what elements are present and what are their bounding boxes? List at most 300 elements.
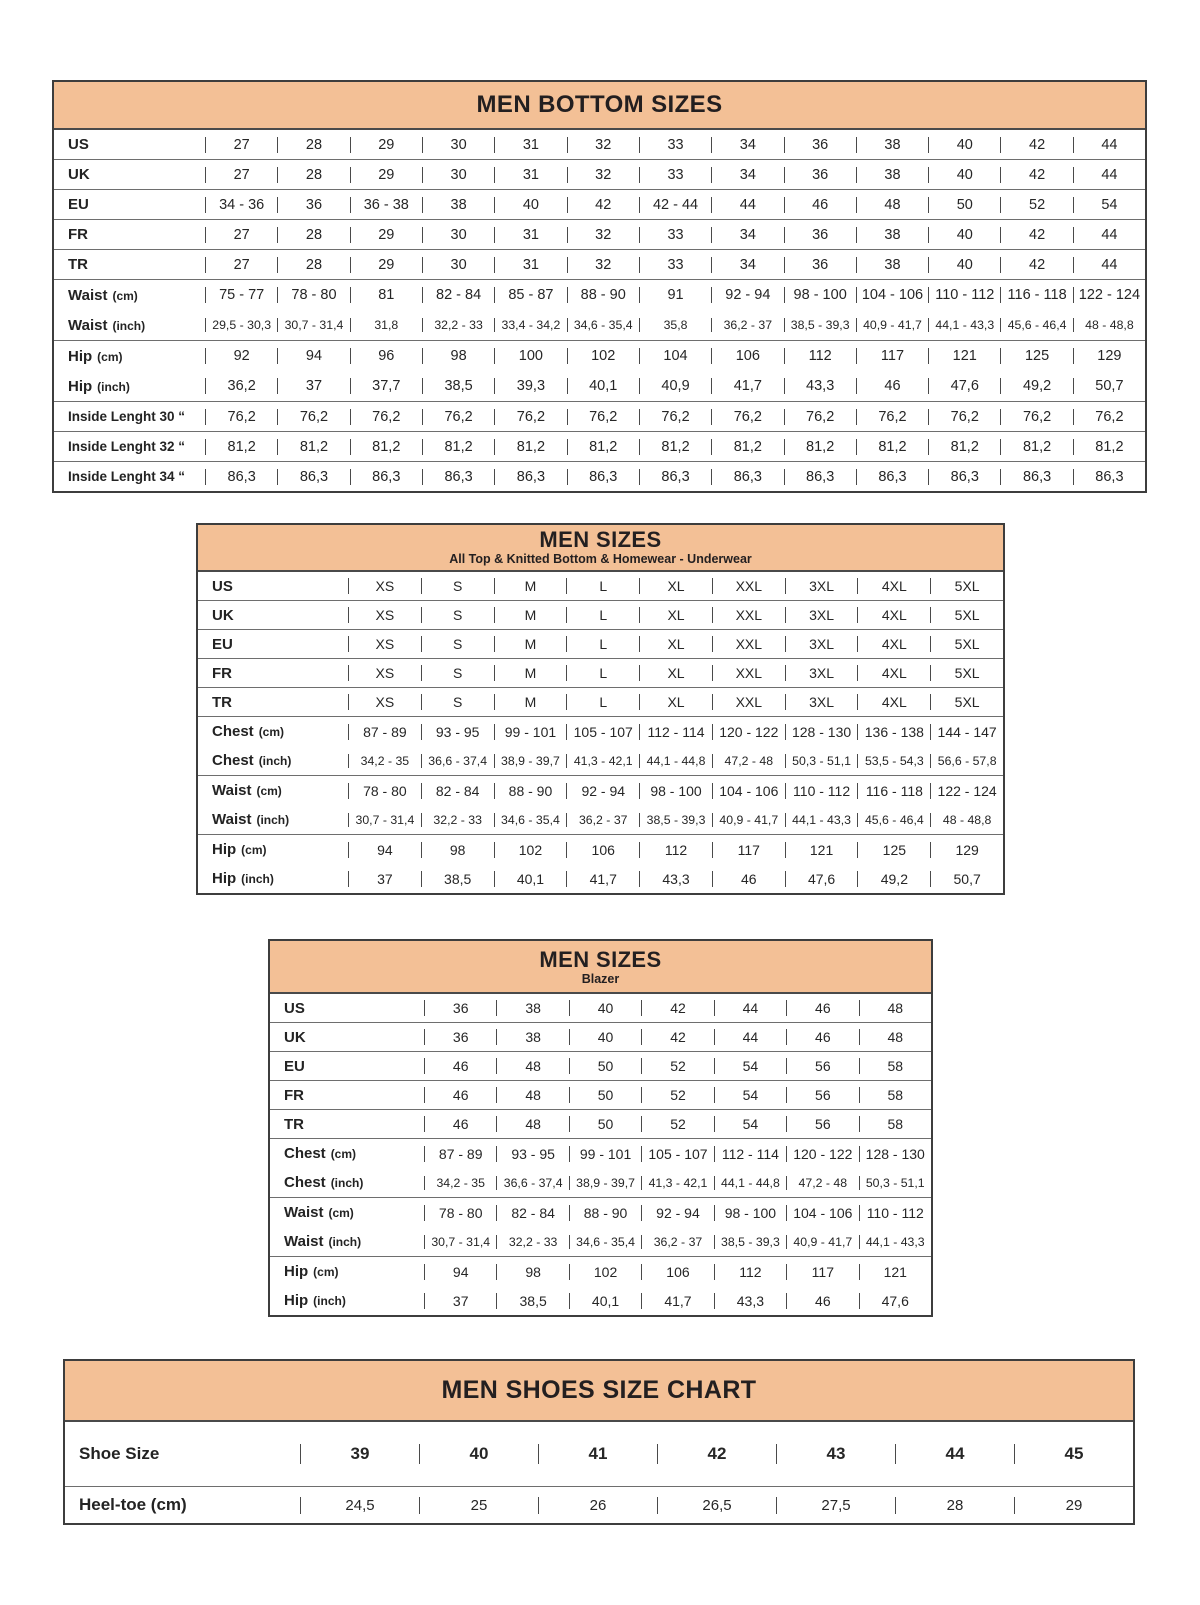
row-label-text: Waist: [212, 782, 252, 799]
table-cell: 50,7: [1073, 378, 1145, 394]
table-body: [270, 994, 931, 1315]
table-cell: 58: [859, 1058, 931, 1074]
table-cell: 76,2: [494, 409, 566, 425]
table-cell: 87 - 89: [348, 724, 421, 740]
table-cell: 44,1 - 44,8: [714, 1176, 786, 1190]
table-cell: 27: [205, 167, 277, 183]
table-cell: 91: [639, 287, 711, 303]
row-label: [198, 782, 348, 799]
table-cell: XS: [348, 578, 421, 594]
table-cell: 36: [784, 167, 856, 183]
table-cell: 37: [277, 378, 349, 394]
table-cell: 76,2: [856, 409, 928, 425]
row-group: [198, 629, 1003, 658]
table-cell: 5XL: [930, 607, 1003, 623]
row-label-text: Chest: [284, 1145, 326, 1162]
table-cell: 86,3: [856, 469, 928, 485]
table-row: [65, 1487, 1133, 1523]
table-cell: 45: [1014, 1444, 1133, 1464]
row-group: [54, 461, 1145, 491]
row-group: [65, 1422, 1133, 1486]
table-cell: 56: [786, 1058, 858, 1074]
table-row: [54, 462, 1145, 491]
table-cell: 76,2: [1000, 409, 1072, 425]
table-body: [198, 572, 1003, 893]
table-cell: 85 - 87: [494, 287, 566, 303]
row-label-unit: (cm): [241, 843, 267, 857]
table-cell: 36: [424, 1000, 496, 1016]
table-cell: 27,5: [776, 1497, 895, 1514]
table-cell: XS: [348, 636, 421, 652]
row-label: [198, 752, 348, 769]
table-cell: 102: [569, 1264, 641, 1280]
table-cell: 32: [567, 137, 639, 153]
table-cell: 125: [1000, 348, 1072, 364]
table-cell: 42: [1000, 257, 1072, 273]
table-cell: L: [566, 694, 639, 710]
table-cell: 36,2 - 37: [566, 813, 639, 827]
table-cell: 40,1: [567, 378, 639, 394]
row-label: [270, 1263, 424, 1280]
row-label-unit: (inch): [328, 1235, 362, 1249]
row-label-unit: (cm): [258, 725, 285, 739]
row-label-unit: (cm): [256, 784, 282, 798]
table-row: [198, 746, 1003, 775]
row-label-text: US: [284, 999, 305, 1017]
table-cell: 29: [350, 227, 422, 243]
table-cell: 76,2: [350, 409, 422, 425]
table-cell: 42: [641, 1029, 713, 1045]
table-cell: 50,3 - 51,1: [785, 754, 858, 768]
table-cell: 98 - 100: [639, 783, 712, 799]
table-cell: S: [421, 578, 494, 594]
table-cell: 78 - 80: [348, 783, 421, 799]
table-cell: 120 - 122: [786, 1146, 858, 1162]
table-cell: 42: [1000, 167, 1072, 183]
table-cell: S: [421, 636, 494, 652]
table-cell: 48: [859, 1029, 931, 1045]
table-cell: 4XL: [857, 607, 930, 623]
table-cell: 25: [419, 1497, 538, 1514]
table-cell: 30: [422, 257, 494, 273]
table-cell: 37,7: [350, 378, 422, 394]
table-cell: 48 - 48,8: [930, 813, 1003, 827]
table-cell: 43: [776, 1444, 895, 1464]
table-cell: 110 - 112: [859, 1205, 931, 1221]
table-cell: 86,3: [711, 469, 783, 485]
table-header: [198, 525, 1003, 572]
table-cell: 44: [711, 197, 783, 213]
table-cell: 76,2: [928, 409, 1000, 425]
table-cell: 40,1: [569, 1293, 641, 1309]
row-group: [54, 279, 1145, 340]
table-cell: 3XL: [785, 607, 858, 623]
table-cell: 38,5 - 39,3: [714, 1235, 786, 1249]
row-label: [198, 607, 348, 624]
table-cell: 104: [639, 348, 711, 364]
table-cell: 98 - 100: [784, 287, 856, 303]
table-cell: 36: [277, 197, 349, 213]
table-cell: 38: [856, 227, 928, 243]
table-cell: 129: [1073, 348, 1145, 364]
table-cell: 98: [421, 842, 494, 858]
table-cell: 40,1: [494, 871, 567, 887]
table-cell: 36,2: [205, 378, 277, 394]
table-cell: 42: [641, 1000, 713, 1016]
table-cell: 112: [714, 1264, 786, 1280]
table-cell: 50: [569, 1087, 641, 1103]
row-label-text: Chest: [212, 752, 254, 769]
table-cell: 43,3: [784, 378, 856, 394]
table-cell: L: [566, 665, 639, 681]
table-cell: 53,5 - 54,3: [857, 754, 930, 768]
table-cell: 41,3 - 42,1: [566, 754, 639, 768]
table-cell: 5XL: [930, 694, 1003, 710]
row-label-text: UK: [212, 606, 234, 624]
table-cell: 36,6 - 37,4: [421, 754, 494, 768]
table-cell: 92 - 94: [566, 783, 639, 799]
table-cell: 76,2: [1073, 409, 1145, 425]
row-label-unit: (cm): [112, 288, 138, 303]
row-group: [270, 1256, 931, 1315]
table-row: [270, 1110, 931, 1138]
table-cell: 3XL: [785, 665, 858, 681]
row-label-unit: (inch): [97, 379, 130, 394]
table-cell: 121: [785, 842, 858, 858]
men-shoes-size-chart-table: [63, 1359, 1135, 1525]
table-cell: 102: [567, 348, 639, 364]
table-row: [54, 220, 1145, 249]
table-cell: 32: [567, 227, 639, 243]
table-cell: 92: [205, 348, 277, 364]
table-cell: 100: [494, 348, 566, 364]
row-label: [54, 287, 205, 304]
table-cell: 47,2 - 48: [712, 754, 785, 768]
table-cell: 81,2: [205, 439, 277, 455]
table-cell: 40,9 - 41,7: [786, 1235, 858, 1249]
row-group: [54, 219, 1145, 249]
table-row: [270, 994, 931, 1022]
table-cell: 44: [1073, 227, 1145, 243]
table-cell: 76,2: [784, 409, 856, 425]
row-label-text: Hip: [212, 841, 237, 858]
table-cell: 41,7: [711, 378, 783, 394]
row-label-text: Chest: [212, 723, 254, 740]
table-cell: 44: [714, 1029, 786, 1045]
table-cell: 50,7: [930, 871, 1003, 887]
table-cell: 38,5: [496, 1293, 568, 1309]
table-cell: 128 - 130: [785, 724, 858, 740]
row-label-text: TR: [68, 256, 88, 273]
table-cell: 34: [711, 137, 783, 153]
table-cell: 24,5: [300, 1497, 419, 1514]
table-cell: 52: [641, 1058, 713, 1074]
table-cell: 81,2: [494, 439, 566, 455]
row-label-text: Hip: [68, 377, 93, 395]
table-cell: 81,2: [567, 439, 639, 455]
table-cell: 32: [567, 167, 639, 183]
table-cell: 34,2 - 35: [424, 1176, 496, 1190]
row-label: [54, 439, 205, 454]
table-cell: 50: [569, 1116, 641, 1132]
table-cell: 41: [538, 1444, 657, 1464]
table-row: [54, 130, 1145, 159]
table-cell: M: [494, 694, 567, 710]
table-cell: 35,8: [639, 318, 711, 332]
table-row: [198, 601, 1003, 629]
table-cell: S: [421, 694, 494, 710]
men-sizes-tops-table: [196, 523, 1005, 895]
table-cell: 29: [350, 167, 422, 183]
table-cell: 27: [205, 257, 277, 273]
table-cell: 129: [930, 842, 1003, 858]
table-cell: 76,2: [205, 409, 277, 425]
table-cell: 110 - 112: [928, 287, 1000, 303]
table-cell: 56: [786, 1116, 858, 1132]
table-cell: 50: [569, 1058, 641, 1074]
row-label-text: UK: [284, 1028, 306, 1046]
table-cell: 37: [424, 1293, 496, 1309]
table-cell: 106: [641, 1264, 713, 1280]
row-label-text: Shoe Size: [79, 1444, 160, 1463]
row-label: [54, 378, 205, 395]
table-cell: 31: [494, 257, 566, 273]
row-label: [270, 1174, 424, 1191]
table-cell: 81,2: [422, 439, 494, 455]
row-group: [54, 401, 1145, 431]
row-label-unit: (inch): [241, 872, 274, 886]
table-cell: 121: [928, 348, 1000, 364]
row-label: [198, 811, 348, 828]
table-cell: 47,6: [785, 871, 858, 887]
table-cell: 40: [419, 1444, 538, 1464]
row-group: [54, 130, 1145, 159]
table-cell: XL: [639, 578, 712, 594]
row-label: [270, 1145, 424, 1162]
table-cell: 54: [714, 1116, 786, 1132]
table-cell: M: [494, 578, 567, 594]
row-label: [270, 1292, 424, 1309]
table-cell: 33: [639, 227, 711, 243]
table-cell: 104 - 106: [786, 1205, 858, 1221]
table-cell: 112 - 114: [639, 724, 712, 740]
table-cell: 96: [350, 348, 422, 364]
table-cell: 29,5 - 30,3: [205, 318, 277, 332]
table-cell: 44,1 - 43,3: [859, 1235, 931, 1249]
table-cell: 88 - 90: [567, 287, 639, 303]
table-cell: 58: [859, 1087, 931, 1103]
table-cell: 86,3: [422, 469, 494, 485]
table-cell: S: [421, 607, 494, 623]
table-cell: 38: [496, 1000, 568, 1016]
row-label-text: Chest: [284, 1174, 326, 1191]
table-cell: XXL: [712, 636, 785, 652]
row-label-unit: (inch): [330, 1176, 364, 1190]
table-cell: 136 - 138: [857, 724, 930, 740]
table-title: MEN SIZES: [539, 946, 662, 972]
table-cell: 38,9 - 39,7: [569, 1176, 641, 1190]
row-label-unit: (cm): [328, 1206, 354, 1220]
table-cell: 116 - 118: [857, 783, 930, 799]
table-cell: 38: [856, 167, 928, 183]
row-label: [54, 317, 205, 334]
table-cell: 34 - 36: [205, 197, 277, 213]
table-cell: 40: [928, 137, 1000, 153]
row-label-text: FR: [68, 226, 88, 243]
table-cell: 45,6 - 46,4: [857, 813, 930, 827]
row-label-text: Waist: [284, 1233, 324, 1250]
table-cell: 3XL: [785, 636, 858, 652]
table-cell: 37: [348, 871, 421, 887]
row-group: [198, 716, 1003, 775]
table-cell: 81,2: [277, 439, 349, 455]
row-group: [54, 249, 1145, 279]
row-label: [54, 226, 205, 243]
table-cell: 122 - 124: [1073, 287, 1145, 303]
row-label: [198, 578, 348, 595]
table-row: [198, 776, 1003, 805]
row-label: [54, 136, 205, 153]
table-cell: 39: [300, 1444, 419, 1464]
table-cell: 78 - 80: [277, 287, 349, 303]
row-label-unit: (cm): [97, 349, 123, 364]
table-row: [270, 1286, 931, 1315]
row-label: [270, 1204, 424, 1221]
table-body: [65, 1422, 1133, 1523]
row-label: [54, 256, 205, 273]
table-cell: 76,2: [639, 409, 711, 425]
row-label-text: TR: [212, 693, 232, 711]
table-cell: 38: [422, 197, 494, 213]
table-cell: 38,9 - 39,7: [494, 754, 567, 768]
table-cell: 56,6 - 57,8: [930, 754, 1003, 768]
table-cell: 38,5 - 39,3: [784, 318, 856, 332]
table-cell: 144 - 147: [930, 724, 1003, 740]
table-cell: 28: [895, 1497, 1014, 1514]
table-cell: 40,9 - 41,7: [856, 318, 928, 332]
table-row: [270, 1139, 931, 1168]
table-cell: 34: [711, 167, 783, 183]
table-cell: 36 - 38: [350, 197, 422, 213]
table-cell: 81,2: [856, 439, 928, 455]
row-label-text: EU: [212, 635, 233, 653]
table-cell: 116 - 118: [1000, 287, 1072, 303]
row-label: [270, 1233, 424, 1250]
table-cell: 36: [784, 227, 856, 243]
table-cell: 86,3: [928, 469, 1000, 485]
table-cell: 34,2 - 35: [348, 754, 421, 768]
men-bottom-sizes-table: [52, 80, 1147, 493]
row-label: [198, 870, 348, 887]
table-cell: 46: [424, 1087, 496, 1103]
row-label-text: Inside Lenght 30 “: [68, 409, 186, 424]
table-cell: XL: [639, 607, 712, 623]
table-cell: 45,6 - 46,4: [1000, 318, 1072, 332]
table-cell: 81,2: [711, 439, 783, 455]
row-label: [54, 348, 205, 365]
table-cell: 52: [641, 1087, 713, 1103]
table-cell: 4XL: [857, 578, 930, 594]
table-cell: 128 - 130: [859, 1146, 931, 1162]
table-row: [54, 160, 1145, 189]
row-label: [270, 1116, 424, 1133]
table-cell: 27: [205, 137, 277, 153]
table-cell: 94: [348, 842, 421, 858]
table-cell: 33: [639, 167, 711, 183]
row-label-unit: (inch): [112, 318, 146, 333]
row-group: [270, 1080, 931, 1109]
table-cell: 33,4 - 34,2: [494, 318, 566, 332]
table-cell: 88 - 90: [494, 783, 567, 799]
table-cell: 5XL: [930, 578, 1003, 594]
table-cell: 41,7: [566, 871, 639, 887]
table-cell: 30: [422, 167, 494, 183]
table-cell: XL: [639, 665, 712, 681]
table-header: [270, 941, 931, 994]
row-label: [54, 196, 205, 213]
table-cell: 120 - 122: [712, 724, 785, 740]
table-cell: 36,2 - 37: [641, 1235, 713, 1249]
row-group: [198, 775, 1003, 834]
table-cell: 44,1 - 43,3: [785, 813, 858, 827]
table-cell: 40: [928, 257, 1000, 273]
table-cell: 93 - 95: [496, 1146, 568, 1162]
table-cell: M: [494, 607, 567, 623]
table-cell: 32,2 - 33: [422, 318, 494, 332]
row-label: [198, 841, 348, 858]
table-cell: 82 - 84: [496, 1205, 568, 1221]
table-cell: 4XL: [857, 636, 930, 652]
table-cell: 39,3: [494, 378, 566, 394]
table-cell: 54: [714, 1058, 786, 1074]
table-row: [198, 659, 1003, 687]
table-cell: 33: [639, 257, 711, 273]
table-cell: 52: [641, 1116, 713, 1132]
row-group: [54, 340, 1145, 401]
table-cell: 31: [494, 137, 566, 153]
table-cell: 38: [496, 1029, 568, 1045]
table-title: MEN SIZES: [539, 527, 662, 552]
table-cell: 38: [856, 257, 928, 273]
table-cell: XXL: [712, 607, 785, 623]
table-cell: 44: [1073, 257, 1145, 273]
table-cell: 40: [569, 1000, 641, 1016]
table-cell: 86,3: [1000, 469, 1072, 485]
table-cell: 34,6 - 35,4: [567, 318, 639, 332]
row-label: [198, 723, 348, 740]
table-cell: 125: [857, 842, 930, 858]
row-group: [270, 1022, 931, 1051]
table-row: [54, 371, 1145, 401]
table-cell: 36,6 - 37,4: [496, 1176, 568, 1190]
table-cell: 81,2: [784, 439, 856, 455]
row-label-text: TR: [284, 1115, 304, 1133]
table-cell: 46: [786, 1293, 858, 1309]
row-label-text: Heel-toe (cm): [79, 1495, 187, 1514]
row-group: [54, 159, 1145, 189]
row-label: [198, 636, 348, 653]
table-cell: 98: [496, 1264, 568, 1280]
table-cell: 42: [1000, 137, 1072, 153]
table-cell: 42: [657, 1444, 776, 1464]
table-cell: 44: [1073, 137, 1145, 153]
row-label-text: US: [68, 136, 89, 153]
table-cell: 102: [494, 842, 567, 858]
table-row: [54, 341, 1145, 371]
table-cell: 110 - 112: [785, 783, 858, 799]
row-label-text: Inside Lenght 32 “: [68, 439, 186, 454]
table-cell: 34,6 - 35,4: [494, 813, 567, 827]
